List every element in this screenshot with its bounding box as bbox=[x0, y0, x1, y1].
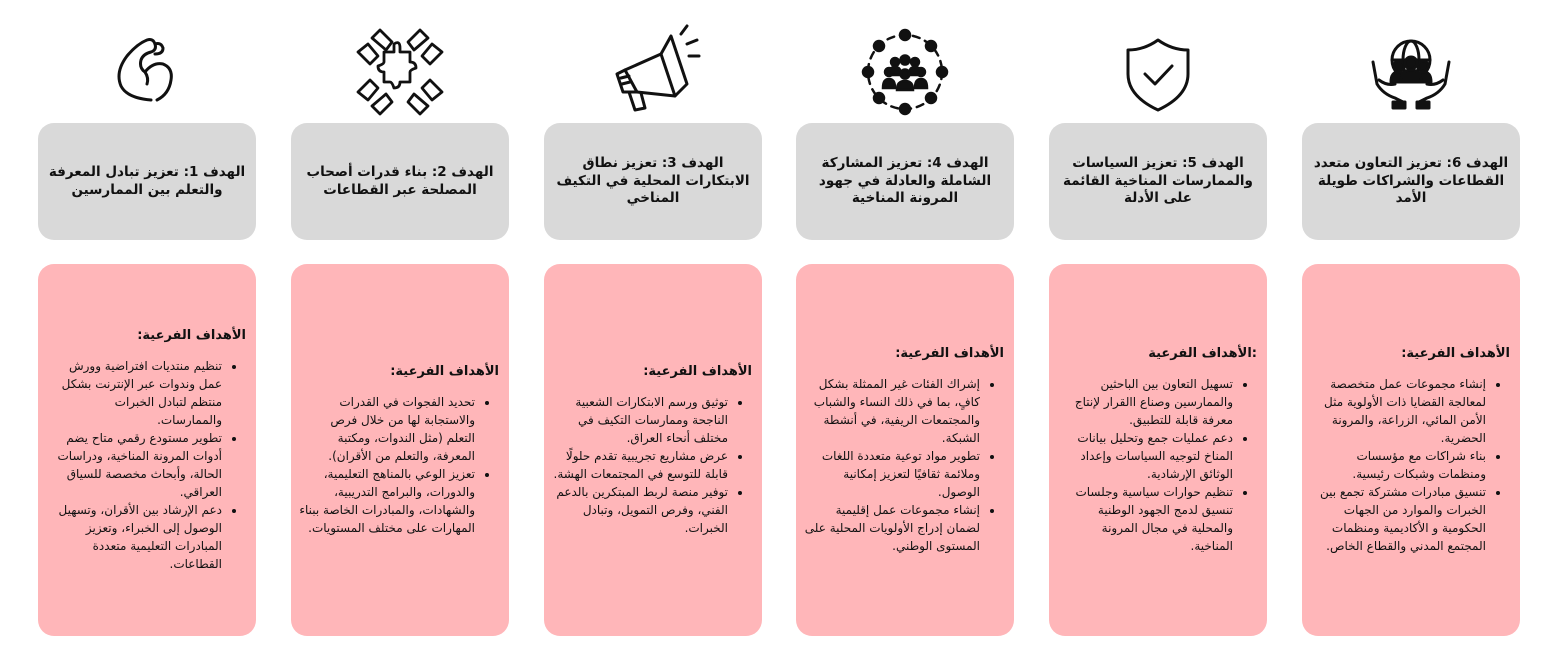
goal-title: الهدف 1: تعزيز تبادل المعرفة والتعلم بين الممارسين bbox=[48, 163, 246, 198]
sub-goals-heading: الأهداف الفرعية: bbox=[390, 363, 499, 379]
sub-goal-item: • تنظيم منتديات افتراضية وورش عمل وندوات عبر الإنترنت بشكل منتظم لتبادل الخبرات والممارسات. bbox=[46, 357, 222, 429]
teamwork-puzzle-hands-icon bbox=[350, 22, 450, 122]
sub-goals-heading: الأهداف الفرعية: bbox=[137, 327, 246, 343]
sub-goal-item: • تنسيق مبادرات مشتركة تجمع بين الخبرات والموارد من الجهات الحكومية و الأكاديمية ومنظمات المجتمع المدني والقطاع الخاص. bbox=[1310, 483, 1486, 555]
sub-goals-box bbox=[1049, 264, 1267, 636]
sub-goals-list bbox=[299, 393, 499, 537]
shield-check-icon bbox=[1108, 22, 1208, 122]
goal-column-3 bbox=[544, 0, 762, 655]
sub-goal-item: • تحديد الفجوات في القدرات والاستجابة لها من خلال فرص التعلم (مثل الندوات، ومكتبة المعرفة، والتعلم من الأقران). bbox=[299, 393, 475, 465]
sub-goal-item: • عرض مشاريع تجريبية تقدم حلولًا قابلة للتوسع في المجتمعات الهشة. bbox=[552, 447, 728, 483]
flexed-arm-icon bbox=[97, 22, 197, 122]
sub-goal-item: • تعزيز الوعي بالمناهج التعليمية، والدورات، والبرامج التدريبية، والشهادات، والمبادرات الخاصة ببناء المهارات على مختلف المستويات. bbox=[299, 465, 475, 537]
sub-goals-box bbox=[1302, 264, 1520, 636]
inclusive-people-circle-icon bbox=[855, 22, 955, 122]
goal-column-1 bbox=[38, 0, 256, 655]
sub-goals-heading: :الأهداف الفرعية bbox=[1148, 345, 1257, 361]
sub-goals-heading: الأهداف الفرعية: bbox=[895, 345, 1004, 361]
sub-goal-item: • إنشاء مجموعات عمل إقليمية لضمان إدراج الأولويات المحلية على المستوى الوطني. bbox=[804, 501, 980, 555]
goal-box bbox=[796, 123, 1014, 240]
sub-goal-item: • توثيق ورسم الابتكارات الشعبية الناجحة وممارسات التكيف في مختلف أنحاء العراق. bbox=[552, 393, 728, 447]
sub-goals-list bbox=[1310, 375, 1510, 555]
goal-box bbox=[544, 123, 762, 240]
goal-title: الهدف 2: بناء قدرات أصحاب المصلحة عبر القطاعات bbox=[306, 163, 494, 198]
goal-column-2 bbox=[291, 0, 509, 655]
sub-goal-item: • توفير منصة لربط المبتكرين بالدعم الفني، وفرص التمويل، وتبادل الخبرات. bbox=[552, 483, 728, 537]
goal-column-4 bbox=[796, 0, 1014, 655]
sub-goals-list bbox=[804, 375, 1004, 555]
sub-goals-box bbox=[796, 264, 1014, 636]
hands-community-globe-icon bbox=[1361, 22, 1461, 122]
sub-goal-item: • تطوير مستودع رقمي متاح يضم أدوات المرونة المناخية، ودراسات الحالة، وأبحاث مخصصة للسياق العراقي. bbox=[46, 429, 222, 501]
sub-goal-item: • دعم الإرشاد بين الأقران، وتسهيل الوصول إلى الخبراء، وتعزيز المبادرات التعليمية متعددة القطاعات. bbox=[46, 501, 222, 573]
goal-title: الهدف 3: تعزيز نطاق الابتكارات المحلية في التكيف المناخي bbox=[556, 154, 750, 207]
goal-box bbox=[291, 123, 509, 240]
megaphone-icon bbox=[603, 22, 703, 122]
sub-goals-list bbox=[552, 393, 752, 537]
sub-goal-item: • تسهيل التعاون بين الباحثين والممارسين وصناع االقرار لإنتاج معرفة قابلة للتطبيق. bbox=[1057, 375, 1233, 429]
goal-box bbox=[38, 123, 256, 240]
sub-goal-item: • تطوير مواد توعية متعددة اللغات وملائمة ثقافيًا لتعزيز إمكانية الوصول. bbox=[804, 447, 980, 501]
goal-title: الهدف 4: تعزيز المشاركة الشاملة والعادلة في جهود المرونة المناخية bbox=[818, 154, 992, 207]
sub-goals-list bbox=[46, 357, 246, 573]
sub-goal-item: • إنشاء مجموعات عمل متخصصة لمعالجة القضايا ذات الأولوية مثل الأمن المائي، الزراعة، والمرونة الحضرية. bbox=[1310, 375, 1486, 447]
goal-title: الهدف 6: تعزيز التعاون متعدد القطاعات والشراكات طويلة الأمد bbox=[1313, 154, 1509, 207]
goal-box bbox=[1049, 123, 1267, 240]
sub-goal-item: • بناء شراكات مع مؤسسات ومنظمات وشبكات رئيسية. bbox=[1310, 447, 1486, 483]
sub-goals-box bbox=[544, 264, 762, 636]
sub-goals-list bbox=[1057, 375, 1257, 555]
sub-goals-heading: الأهداف الفرعية: bbox=[1401, 345, 1510, 361]
goal-column-6 bbox=[1302, 0, 1520, 655]
sub-goal-item: • إشراك الفئات غير الممثلة بشكل كافٍ، بما في ذلك النساء والشباب والمجتمعات الريفية، في أنشطة الشبكة. bbox=[804, 375, 980, 447]
goal-column-5 bbox=[1049, 0, 1267, 655]
goal-title: الهدف 5: تعزيز السياسات والممارسات المناخية القائمة على الأدلة bbox=[1063, 154, 1253, 207]
sub-goals-heading: الأهداف الفرعية: bbox=[643, 363, 752, 379]
sub-goal-item: • دعم عمليات جمع وتحليل بيانات المناخ لتوجيه السياسات وإعداد الوثائق الإرشادية. bbox=[1057, 429, 1233, 483]
goal-box bbox=[1302, 123, 1520, 240]
sub-goals-box bbox=[38, 264, 256, 636]
sub-goals-box bbox=[291, 264, 509, 636]
sub-goal-item: • تنظيم حوارات سياسية وجلسات تنسيق لدمج الجهود الوطنية والمحلية في مجال المرونة المناخية. bbox=[1057, 483, 1233, 555]
